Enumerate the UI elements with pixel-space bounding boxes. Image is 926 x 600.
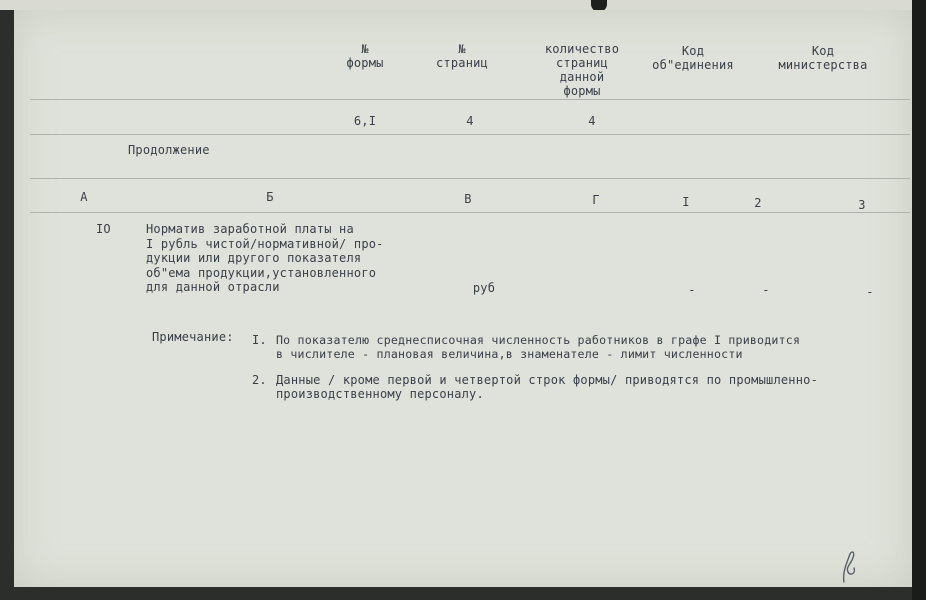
scanner-edge (912, 0, 926, 600)
column-number-1: I (682, 195, 690, 209)
column-letter-a: А (80, 190, 88, 204)
note-1-text: По показателю среднесписочная численность работников в графе I приводится в числителе - плановая величина,в знаменателе - лимит численности (276, 333, 801, 361)
header-code-ministry: Код министерства (778, 44, 868, 72)
header-rule (30, 99, 910, 100)
value-pages-count: 4 (588, 114, 596, 128)
column-letter-v: В (464, 192, 472, 206)
row-value-col-1: - (688, 283, 696, 297)
notes-label: Примечание: (152, 330, 234, 344)
header-pages-no: № страниц (436, 42, 488, 70)
value-form-no: 6,I (353, 114, 377, 128)
note-2-number: 2. (252, 373, 267, 387)
value-pages-no: 4 (466, 114, 474, 128)
header-form-no: № формы (346, 42, 384, 70)
column-number-2: 2 (754, 196, 762, 210)
handwritten-mark (838, 546, 860, 586)
note-1-number: I. (252, 333, 267, 347)
columns-top-rule (30, 178, 910, 179)
header-pages-count: количество страниц данной формы (544, 42, 620, 98)
columns-bottom-rule (30, 212, 910, 213)
column-number-3: 3 (858, 198, 866, 212)
row-description: Норматив заработной платы на I рубль чистой/нормативной/ про- дукции или другого показателя об"ема продукции,установленного для данной отрасли (146, 222, 384, 294)
row-unit: руб (472, 281, 496, 295)
row-number: IO (96, 222, 111, 236)
continuation-label: Продолжение (128, 143, 210, 157)
top-paper-edge (0, 0, 926, 10)
note-2-text: Данные / кроме первой и четвертой строк формы/ приводятся по промышленно- производственному персоналу. (276, 373, 818, 401)
row-value-col-2: - (762, 283, 770, 297)
row-value-col-3: - (866, 285, 874, 299)
values-rule (30, 134, 910, 135)
document-page (14, 10, 912, 587)
column-letter-g: Г (592, 193, 600, 207)
column-letter-b: Б (266, 190, 274, 204)
header-code-association: Код об"единения (652, 44, 734, 72)
